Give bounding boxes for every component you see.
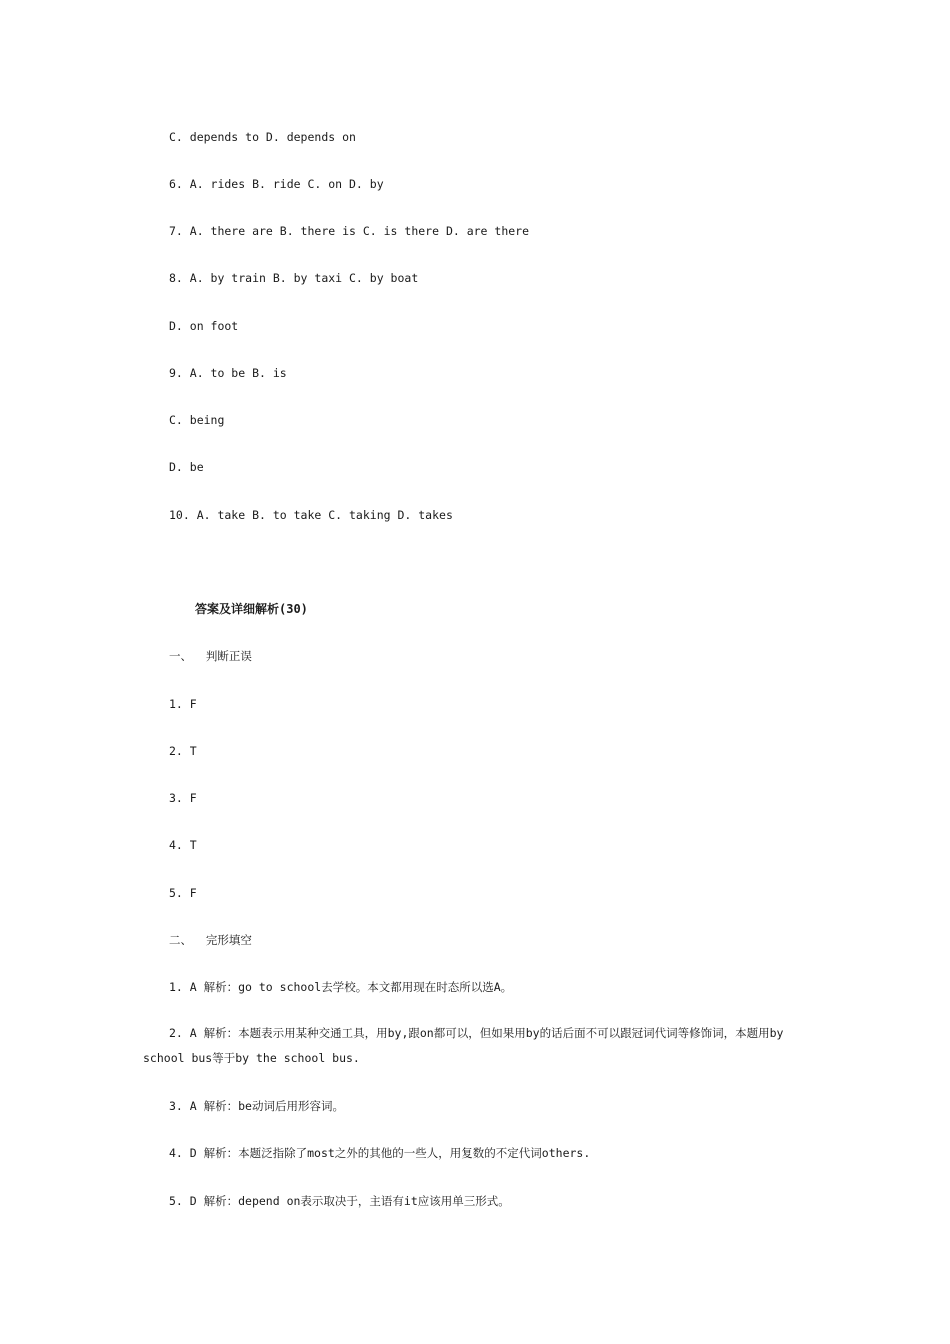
explanation-item: 4. D 解析：本题泛指除了most之外的其他的一些人，用复数的不定代词others. — [169, 1146, 591, 1160]
option-line: 6. A. rides B. ride C. on D. by — [169, 177, 384, 191]
option-line: 7. A. there are B. there is C. is there D. are there — [169, 224, 530, 238]
section-heading-cloze: 二、 完形填空 — [169, 933, 252, 947]
option-line: 9. A. to be B. is — [169, 366, 287, 380]
option-line: 8. A. by train B. by taxi C. by boat — [169, 271, 419, 285]
answer-item: 1. F — [169, 697, 197, 711]
option-line: 10. A. take B. to take C. taking D. takes — [169, 508, 453, 522]
answer-item: 3. F — [169, 791, 197, 805]
answer-item: 4. T — [169, 838, 197, 852]
explanation-item: 5. D 解析：depend on表示取决于，主语有it应该用单三形式。 — [169, 1194, 510, 1208]
explanation-item: 2. A 解析：本题表示用某种交通工具，用by,跟on都可以，但如果用by的话后面不可以跟冠词代词等修饰词，本题用by school bus等于by the school bus. — [143, 1026, 784, 1065]
explanation-item: 1. A 解析：go to school去学校。本文都用现在时态所以选A。 — [169, 980, 513, 994]
section-heading-judgement: 一、 判断正误 — [169, 649, 252, 663]
option-line: D. on foot — [169, 319, 239, 333]
option-line: C. being — [169, 413, 225, 427]
answer-item: 5. F — [169, 886, 197, 900]
explanation-item: 3. A 解析：be动词后用形容词。 — [169, 1099, 344, 1113]
answer-item: 2. T — [169, 744, 197, 758]
option-line: D. be — [169, 460, 204, 474]
answers-title: 答案及详细解析(30) — [195, 602, 308, 616]
option-line: C. depends to D. depends on — [169, 130, 356, 144]
